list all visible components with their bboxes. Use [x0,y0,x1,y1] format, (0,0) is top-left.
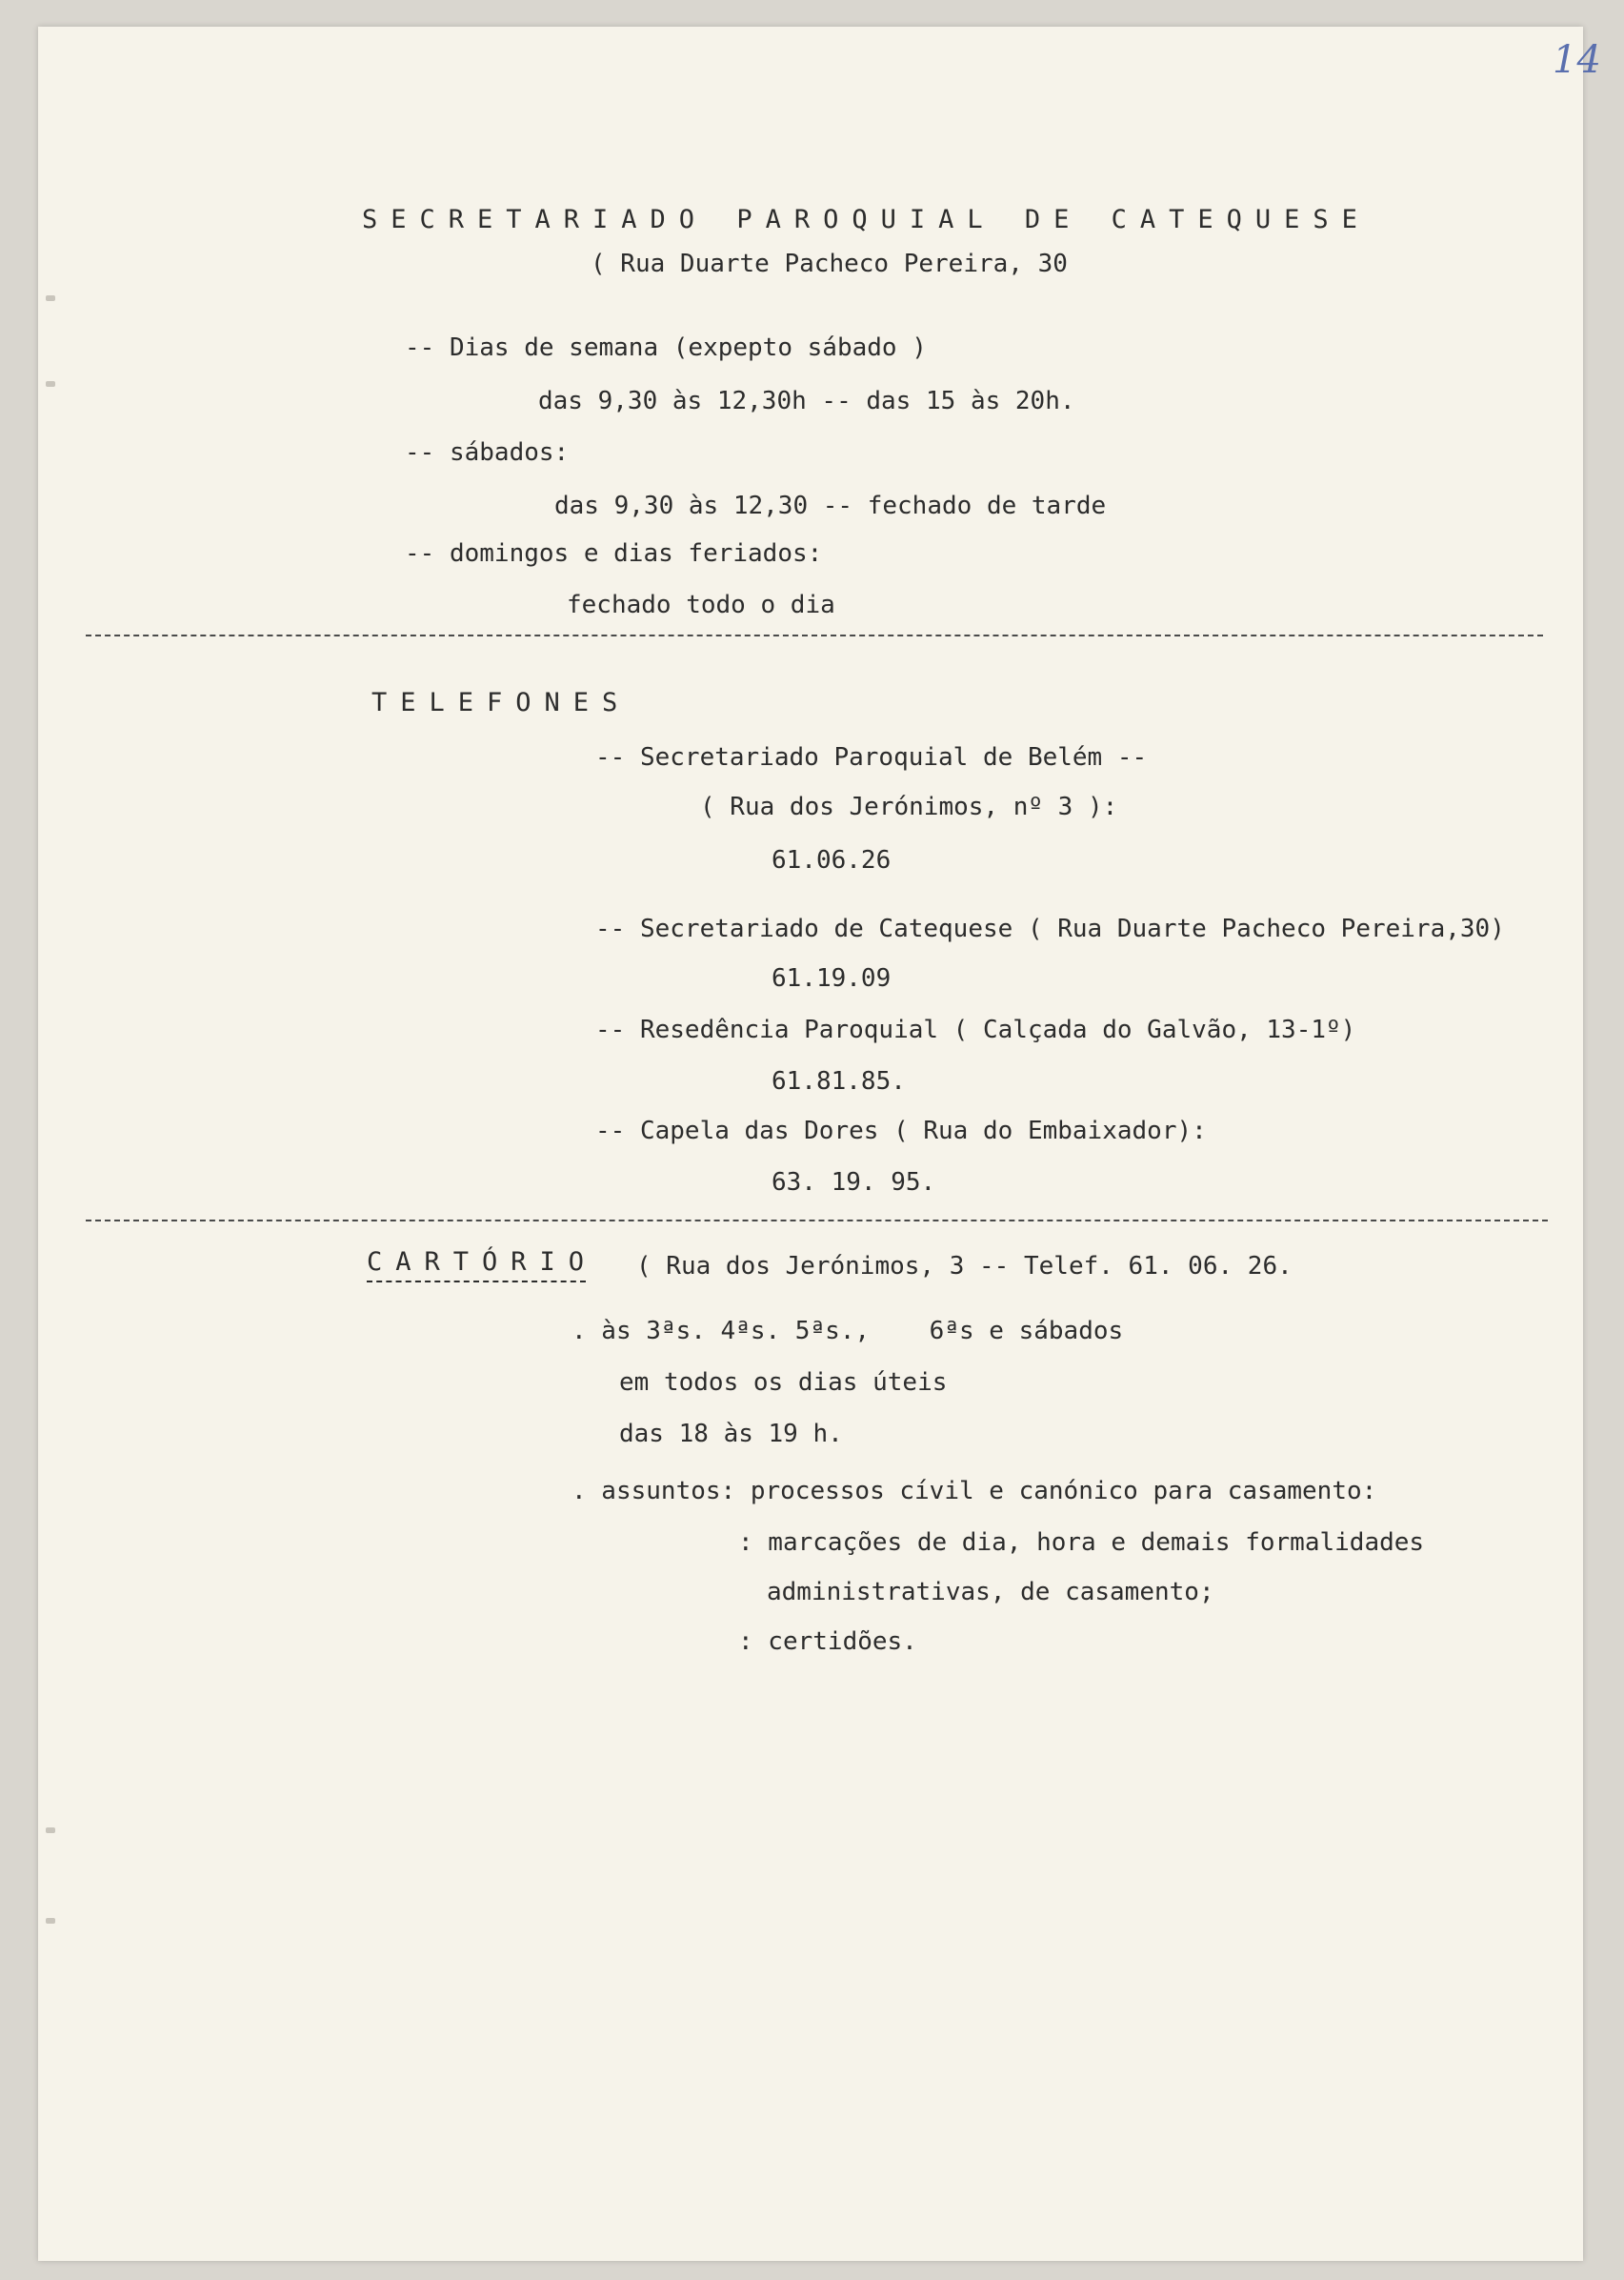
weekdays-label: -- Dias de semana (expepto sábado ) [405,333,927,362]
punch-hole [46,1918,55,1924]
punch-hole [46,381,55,387]
catequese-address: ( Rua Duarte Pacheco Pereira, 30 [591,250,1068,278]
telefone-3-phone: 61.81.85. [772,1067,906,1096]
telefone-4-phone: 63. 19. 95. [772,1168,936,1197]
section-title-telefones: TELEFONES [371,688,632,717]
telefone-1-phone: 61.06.26 [772,846,892,875]
telefone-3-line1: -- Resedência Paroquial ( Calçada do Galvão, 13-1º) [595,1016,1356,1044]
saturdays-label: -- sábados: [405,438,570,467]
cartorio-underline [367,1281,586,1282]
telefone-2-phone: 61.19.09 [772,964,892,993]
section-title-catequese: SECRETARIADO PAROQUIAL DE CATEQUESE [362,205,1371,234]
section-title-cartorio: CARTÓRIO [367,1247,598,1277]
page-number: 14 [1553,38,1601,82]
divider-1 [86,635,1543,636]
cartorio-address: ( Rua dos Jerónimos, 3 -- Telef. 61. 06. 26. [636,1252,1293,1281]
cartorio-subject-1: : marcações de dia, hora e demais formalidades [738,1528,1425,1557]
cartorio-days: . às 3ªs. 4ªs. 5ªs., 6ªs e sábados [571,1317,1124,1345]
telefone-1-line1: -- Secretariado Paroquial de Belém -- [595,743,1148,772]
cartorio-subject-2: : certidões. [738,1627,917,1656]
cartorio-hours: das 18 às 19 h. [619,1420,843,1448]
document-page [38,27,1601,2261]
cartorio-subjects-label: . assuntos: processos cívil e canónico para casamento: [571,1477,1377,1505]
weekdays-hours: das 9,30 às 12,30h -- das 15 às 20h. [538,387,1075,415]
cartorio-subject-1b: administrativas, de casamento; [767,1578,1214,1606]
sundays-hours: fechado todo o dia [567,591,835,619]
divider-2 [86,1220,1548,1221]
punch-hole [46,295,55,301]
telefone-2-line1: -- Secretariado de Catequese ( Rua Duarte Pacheco Pereira,30) [595,915,1505,943]
cartorio-days-note: em todos os dias úteis [619,1368,948,1397]
sundays-label: -- domingos e dias feriados: [405,539,823,568]
telefone-1-line2: ( Rua dos Jerónimos, nº 3 ): [700,793,1118,821]
saturdays-hours: das 9,30 às 12,30 -- fechado de tarde [554,492,1107,520]
telefone-4-line1: -- Capela das Dores ( Rua do Embaixador): [595,1117,1207,1145]
punch-hole [46,1827,55,1833]
